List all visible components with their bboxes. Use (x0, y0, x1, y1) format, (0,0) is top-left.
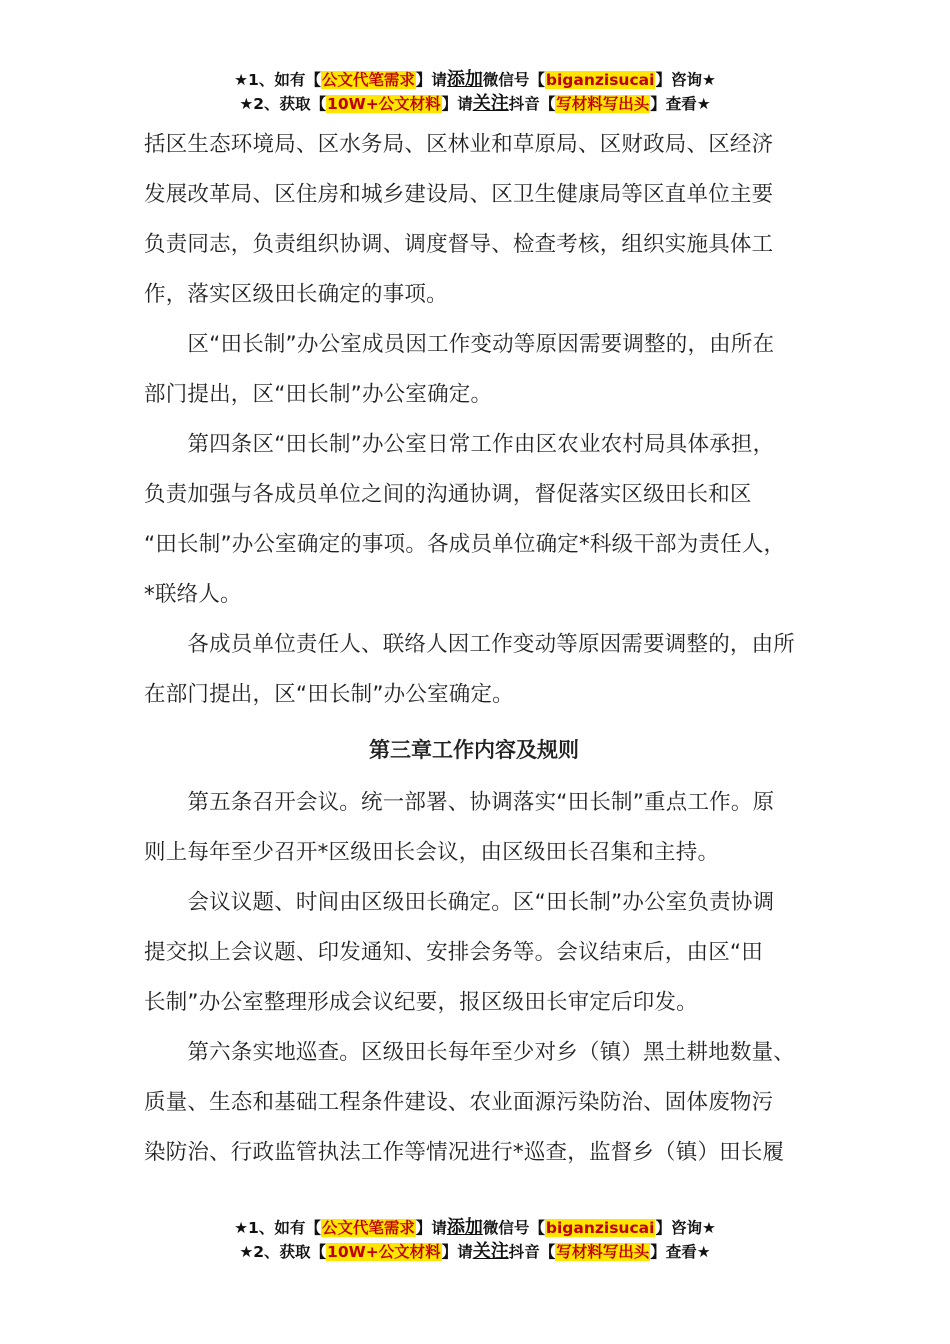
banner-text: 】请 (441, 1243, 473, 1261)
body-line: 括区生态环境局、区水务局、区林业和草原局、区财政局、区经济 (144, 132, 774, 157)
banner-line-1 (0, 1216, 950, 1240)
body-line: 提交拟上会议题、印发通知、安排会务等。会议结束后，由区“田 (144, 940, 763, 965)
banner-text: 】请 (441, 95, 473, 113)
banner-text: 】查看★ (650, 1243, 711, 1261)
bottom-banner (0, 1216, 950, 1264)
banner-text: 】咨询★ (655, 1219, 716, 1237)
banner-text: 】请 (415, 71, 447, 89)
banner-text: 】查看★ (650, 95, 711, 113)
body-line: 区“田长制”办公室成员因工作变动等原因需要调整的，由所在 (144, 332, 775, 357)
emphasis-text: 关注 (472, 93, 509, 114)
banner-text: 】咨询★ (655, 71, 716, 89)
emphasis-text: 添加 (446, 69, 483, 90)
highlight-text: biganzisucai (545, 71, 655, 89)
emphasis-text: 添加 (446, 1217, 483, 1238)
body-line: 染防治、行政监管执法工作等情况进行*巡查，监督乡（镇）田长履 (144, 1140, 785, 1165)
highlight-text: biganzisucai (545, 1219, 655, 1237)
body-line: 则上每年至少召开*区级田长会议，由区级田长召集和主持。 (144, 840, 720, 865)
banner-text: 微信号【 (482, 71, 545, 89)
top-banner (0, 68, 950, 116)
body-line: 第四条区“田长制”办公室日常工作由区农业农村局具体承担， (144, 432, 775, 457)
body-line: 负责加强与各成员单位之间的沟通协调，督促落实区级田长和区 (144, 482, 752, 507)
highlight-text: 公文代笔需求 (321, 71, 415, 89)
body-line: 第五条召开会议。统一部署、协调落实“田长制”重点工作。原 (144, 790, 775, 815)
highlight-text: 10W+公文材料 (327, 95, 441, 113)
banner-text: 抖音【 (508, 1243, 556, 1261)
highlight-text: 写材料写出头 (556, 1243, 650, 1261)
body-line: 部门提出，区“田长制”办公室确定。 (144, 382, 493, 407)
highlight-text: 10W+公文材料 (327, 1243, 441, 1261)
document-body (144, 126, 824, 1184)
body-line: 会议议题、时间由区级田长确定。区“田长制”办公室负责协调 (144, 890, 775, 915)
banner-line-2 (0, 92, 950, 116)
body-line: “田长制”办公室确定的事项。各成员单位确定*科级干部为责任人， (144, 532, 786, 557)
banner-text: ★2、获取【 (239, 1243, 327, 1261)
body-line: 负责同志，负责组织协调、调度督导、检查考核，组织实施具体工 (144, 232, 774, 257)
body-line: 作，落实区级田长确定的事项。 (144, 282, 448, 307)
body-line: *联络人。 (144, 582, 242, 607)
banner-text: 抖音【 (508, 95, 556, 113)
banner-text: ★2、获取【 (239, 95, 327, 113)
banner-text: ★1、如有【 (234, 1219, 321, 1237)
body-line: 长制”办公室整理形成会议纪要，报区级田长审定后印发。 (144, 990, 698, 1015)
emphasis-text: 关注 (472, 1241, 509, 1262)
body-line: 发展改革局、区住房和城乡建设局、区卫生健康局等区直单位主要 (144, 182, 774, 207)
banner-text: 】请 (415, 1219, 447, 1237)
highlight-text: 公文代笔需求 (321, 1219, 415, 1237)
body-line: 在部门提出，区“田长制”办公室确定。 (144, 682, 514, 707)
banner-text: ★1、如有【 (234, 71, 321, 89)
highlight-text: 写材料写出头 (556, 95, 650, 113)
body-line: 质量、生态和基础工程条件建设、农业面源污染防治、固体废物污 (144, 1090, 774, 1115)
banner-line-1 (0, 68, 950, 92)
body-line: 各成员单位责任人、联络人因工作变动等原因需要调整的，由所 (144, 632, 796, 657)
body-line: 第六条实地巡查。区级田长每年至少对乡（镇）黑土耕地数量、 (144, 1040, 796, 1065)
banner-text: 微信号【 (482, 1219, 545, 1237)
chapter-heading: 第三章工作内容及规则 (369, 738, 579, 762)
banner-line-2 (0, 1240, 950, 1264)
